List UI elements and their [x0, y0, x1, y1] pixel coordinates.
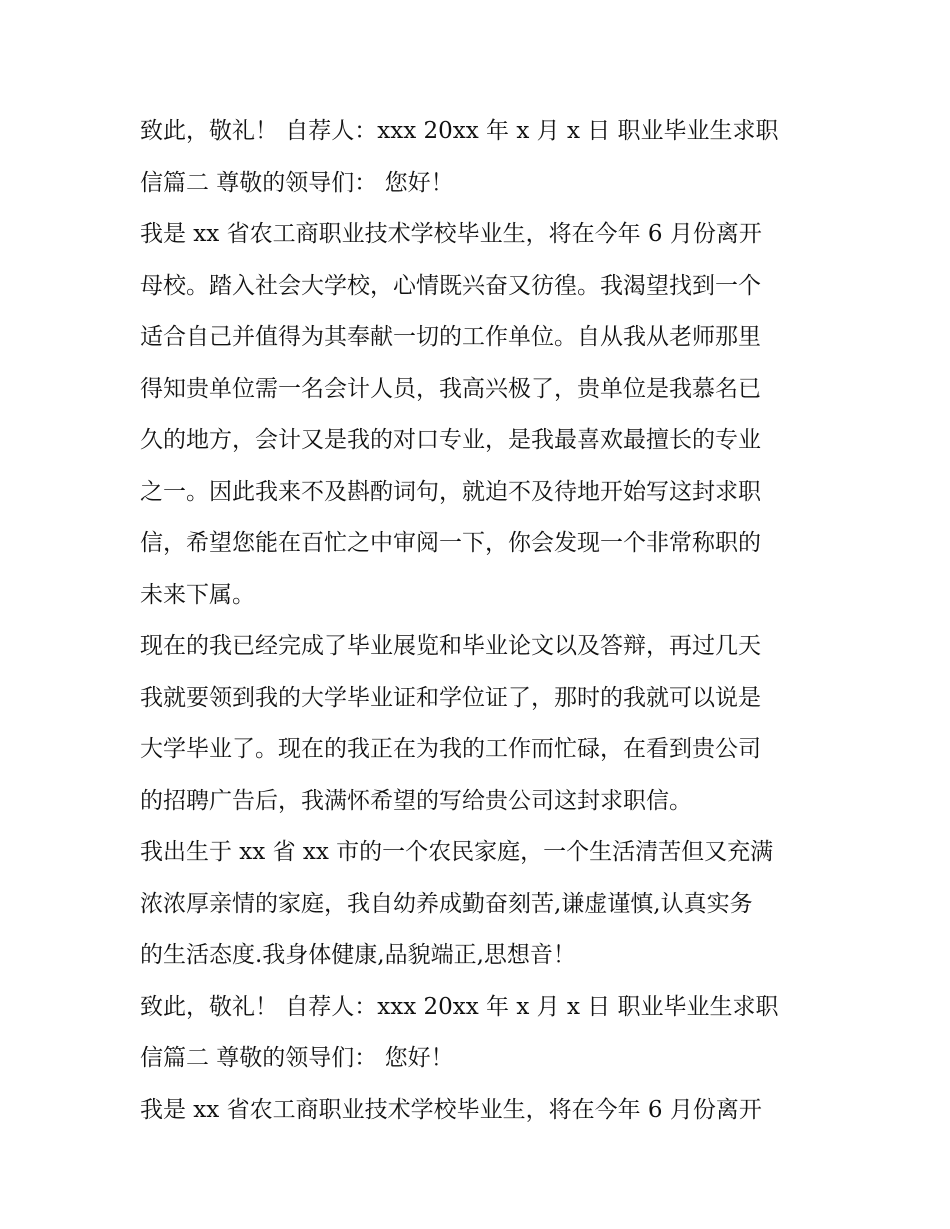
text-line: 信，希望您能在百忙之中审阅一下，你会发现一个非常称职的 [140, 530, 761, 556]
text-line: 大学毕业了。现在的我正在为我的工作而忙碌，在看到贵公司 [140, 736, 761, 762]
text-line: 浓浓厚亲情的家庭，我自幼养成勤奋刻苦,谦虚谨慎,认真实务 [140, 890, 753, 917]
text-line: 我就要领到我的大学毕业证和学位证了，那时的我就可以说是 [140, 684, 761, 711]
text-line: 母校。踏入社会大学校，心情既兴奋又彷徨。我渴望找到一个 [140, 272, 761, 299]
text-line: 我出生于 xx 省 xx 市的一个农民家庭，一个生活清苦但又充满 [140, 839, 774, 865]
text-line: 适合自己并值得为其奉献一切的工作单位。自从我从老师那里 [140, 324, 761, 350]
text-line: 致此，敬礼！ 自荐人：xxx 20xx 年 x 月 x 日 职业毕业生求职 [140, 993, 779, 1020]
text-line: 致此，敬礼！ 自荐人：xxx 20xx 年 x 月 x 日 职业毕业生求职 [140, 118, 779, 144]
text-line: 的生活态度.我身体健康,品貌端正,思想音！ [140, 942, 576, 968]
text-line: 未来下属。 [140, 581, 255, 608]
text-line: 之一。因此我来不及斟酌词句，就迫不及待地开始写这封求职 [140, 478, 761, 505]
text-line: 我是 xx 省农工商职业技术学校毕业生，将在今年 6 月份离开 [140, 1096, 762, 1123]
text-line: 的招聘广告后，我满怀希望的写给贵公司这封求职信。 [140, 787, 692, 814]
text-line: 信篇二 尊敬的领导们： 您好！ [140, 1045, 454, 1071]
text-line: 信篇二 尊敬的领导们： 您好！ [140, 169, 454, 196]
text-line: 得知贵单位需一名会计人员，我高兴极了，贵单位是我慕名已 [140, 375, 761, 402]
text-line: 我是 xx 省农工商职业技术学校毕业生，将在今年 6 月份离开 [140, 221, 762, 247]
document-body [140, 106, 830, 1136]
text-line: 久的地方，会计又是我的对口专业，是我最喜欢最擅长的专业 [140, 427, 761, 453]
text-line: 现在的我已经完成了毕业展览和毕业论文以及答辩，再过几天 [140, 633, 761, 659]
